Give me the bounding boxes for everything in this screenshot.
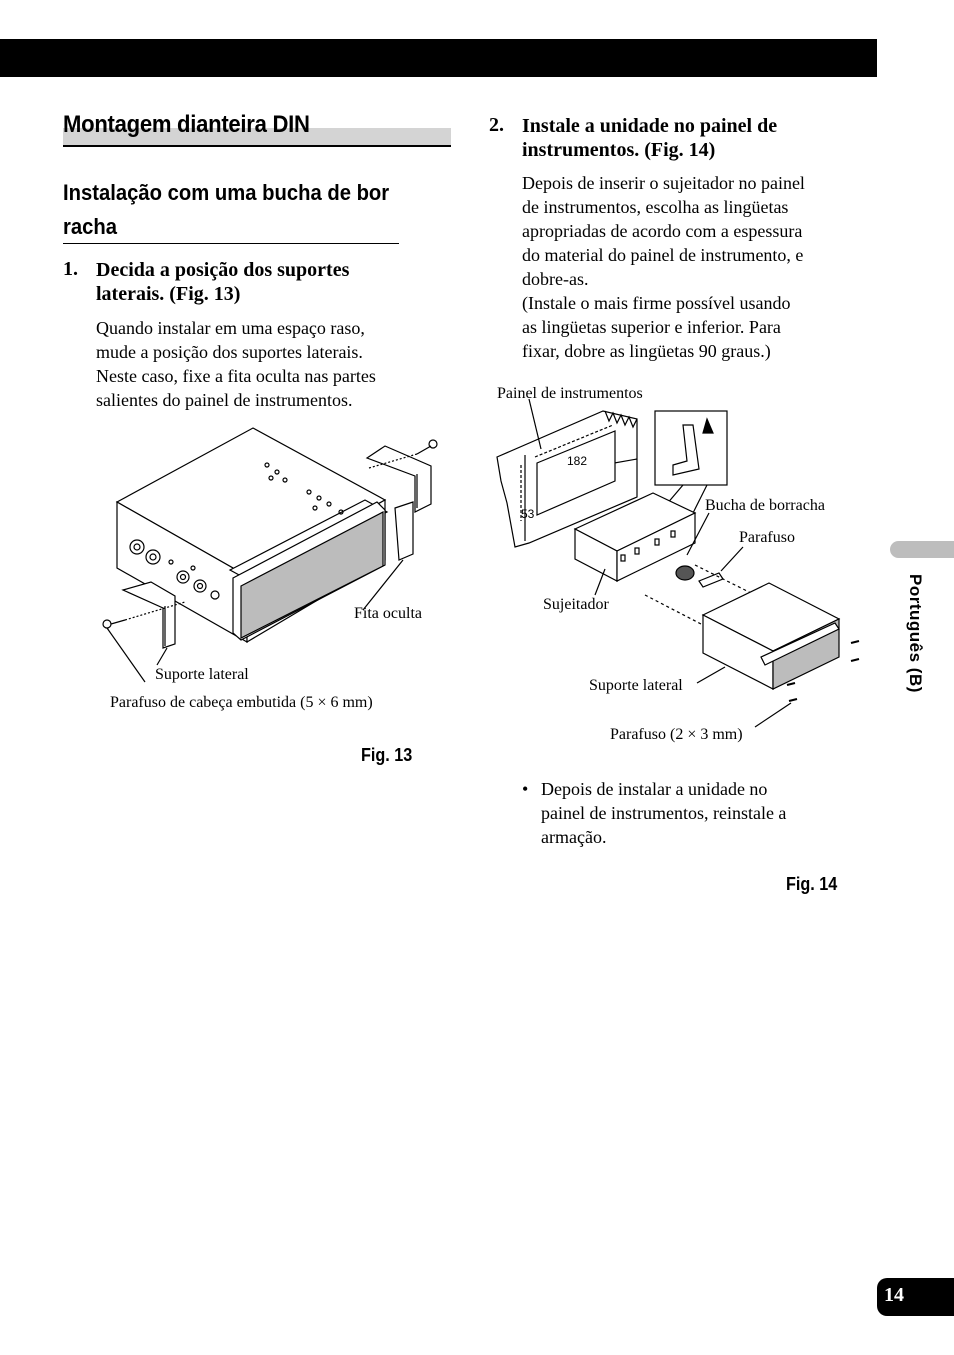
- step-1-body-line: mude a posição dos suportes laterais.: [96, 342, 363, 362]
- callout-rubber-bush: Bucha de borracha: [705, 497, 825, 514]
- step-1-body: [96, 316, 376, 412]
- step-2-body-line: do material do painel de instrumento, e: [522, 245, 804, 265]
- header-bar: [0, 39, 877, 77]
- step-2-body-line: fixar, dobre as lingüetas 90 graus.): [522, 341, 771, 361]
- step-2-body: [522, 171, 805, 363]
- callout-dashboard: Painel de instrumentos: [497, 385, 643, 402]
- callout-side-bracket-14: Suporte lateral: [589, 677, 683, 694]
- language-tab: [890, 541, 954, 558]
- note-bullet: •: [522, 779, 529, 799]
- heading-rule: [63, 145, 451, 147]
- step-2-title-line2: instrumentos. (Fig. 14): [522, 139, 716, 161]
- fig-14-illustration: [495, 405, 875, 715]
- dimension-width: 182: [567, 454, 588, 468]
- subsection-title-line2: racha: [63, 214, 118, 239]
- step-1-body-line: Quando instalar em uma espaço raso,: [96, 318, 365, 338]
- step-1-body-line: salientes do painel de instrumentos.: [96, 390, 353, 410]
- step-2-title-line1: Instale a unidade no painel de: [522, 115, 778, 137]
- callout-side-bracket: Suporte lateral: [155, 666, 249, 683]
- language-tab-label: Português (B): [906, 574, 925, 693]
- step-1-title-line1: Decida a posição dos suportes: [96, 259, 350, 281]
- step-1-title: [96, 258, 349, 306]
- section-title: Montagem dianteira DIN: [63, 111, 310, 138]
- note-line: Depois de instalar a unidade no: [541, 779, 768, 799]
- note-line: painel de instrumentos, reinstale a: [541, 803, 787, 823]
- fig-13-illustration: [95, 420, 455, 680]
- step-1-body-line: Neste caso, fixe a fita oculta nas partes: [96, 366, 376, 386]
- step-1-title-line2: laterais. (Fig. 13): [96, 283, 241, 305]
- dimension-height: 53: [521, 507, 535, 521]
- subsection-title-line1: Instalação com uma bucha de bor: [63, 180, 390, 205]
- step-2-body-line: as lingüetas superior e inferior. Para: [522, 317, 781, 337]
- page-number: 14: [884, 1284, 904, 1306]
- callout-screw: Parafuso: [739, 529, 795, 546]
- step-2-title: [522, 114, 777, 162]
- note-line: armação.: [541, 827, 607, 847]
- step-2-body-line: apropriadas de acordo com a espessura: [522, 221, 803, 241]
- fig-14-label: Fig. 14: [786, 874, 838, 894]
- subsection-title: [63, 176, 394, 244]
- step-2-body-line: Depois de inserir o sujeitador no painel: [522, 173, 805, 193]
- callout-flush-screw: Parafuso de cabeça embutida (5 × 6 mm): [110, 694, 373, 711]
- step-2-body-line: dobre-as.: [522, 269, 589, 289]
- step-2-body-line: (Instale o mais firme possível usando: [522, 293, 791, 313]
- step-1-number: 1.: [63, 258, 78, 280]
- note-text: [541, 777, 786, 849]
- callout-small-screw: Parafuso (2 × 3 mm): [610, 726, 743, 743]
- step-2-number: 2.: [489, 114, 504, 136]
- fig-13-label: Fig. 13: [361, 745, 413, 765]
- subsection-rule: [63, 243, 399, 244]
- step-2-body-line: de instrumentos, escolha as lingüetas: [522, 197, 789, 217]
- callout-holder: Sujeitador: [543, 596, 609, 613]
- section-heading: [63, 111, 451, 147]
- callout-hidden-tape: Fita oculta: [354, 605, 422, 622]
